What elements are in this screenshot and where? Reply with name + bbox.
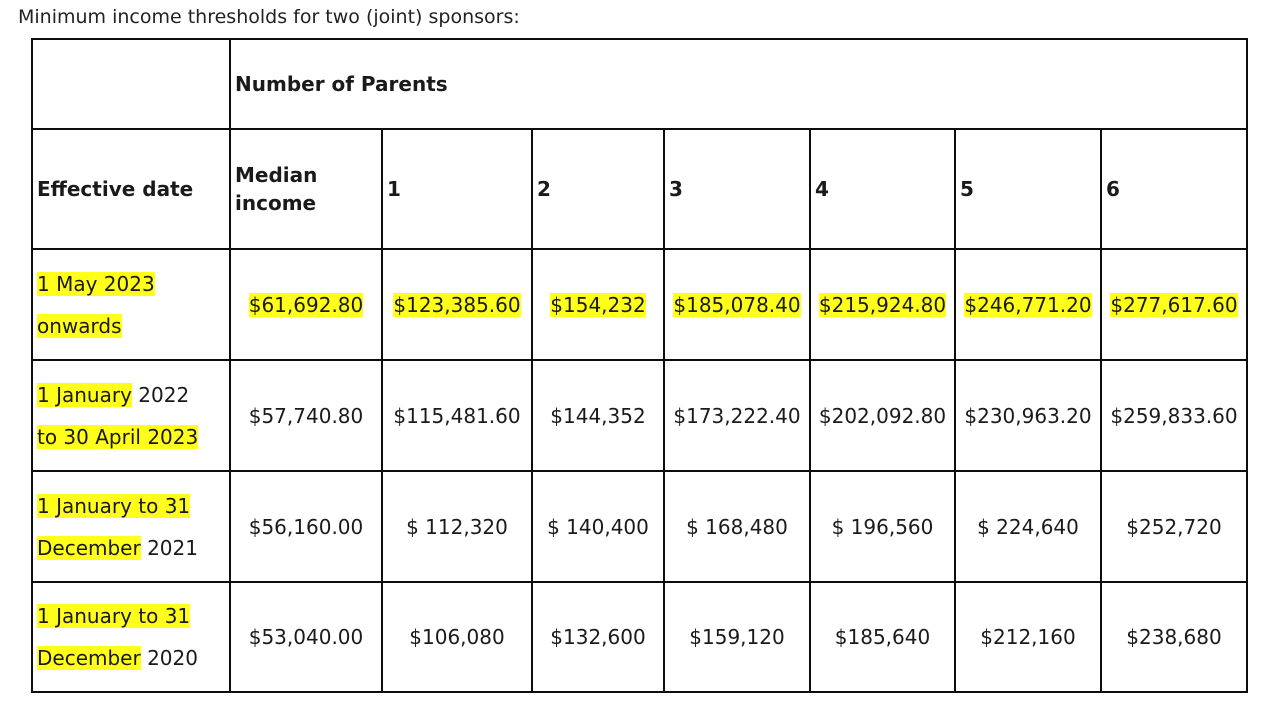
value-highlight: $185,078.40 — [673, 292, 801, 317]
income-threshold-table — [31, 38, 1248, 693]
median-income-cell: $57,740.80 — [230, 360, 382, 471]
effective-date-cell — [32, 582, 230, 692]
value-highlight: $215,924.80 — [818, 292, 947, 317]
parents-6-cell: $259,833.60 — [1101, 360, 1247, 471]
effective-date-cell — [32, 360, 230, 471]
median-income-header-line2: income — [235, 191, 317, 215]
value-highlight: $154,232 — [550, 292, 646, 317]
value-highlight: $277,617.60 — [1110, 292, 1238, 317]
effective-date-cell — [32, 471, 230, 582]
parents-5-cell: $ 224,640 — [955, 471, 1101, 582]
parents-1-cell: $106,080 — [382, 582, 532, 692]
parents-6-cell: $238,680 — [1101, 582, 1247, 692]
date-highlight: 1 January to 31 — [37, 604, 191, 628]
header-empty-cell — [32, 39, 230, 129]
parents-3-cell: $173,222.40 — [664, 360, 810, 471]
parents-4-header: 4 — [810, 129, 955, 249]
parents-3-cell: $ 168,480 — [664, 471, 810, 582]
date-highlight: to 30 April 2023 — [37, 424, 199, 449]
parents-3-cell — [664, 249, 810, 360]
date-plain-text: 2022 — [131, 382, 190, 407]
parents-3-cell: $159,120 — [664, 582, 810, 692]
parents-6-cell: $252,720 — [1101, 471, 1247, 582]
parents-4-cell: $ 196,560 — [810, 471, 955, 582]
parents-2-cell — [532, 249, 664, 360]
value-highlight: $61,692.80 — [248, 292, 364, 317]
parents-5-cell — [955, 249, 1101, 360]
number-of-parents-header: Number of Parents — [230, 39, 1247, 129]
date-highlight: December — [37, 535, 141, 560]
table-caption: Minimum income thresholds for two (joint) sponsors: — [18, 6, 520, 28]
parents-4-cell: $185,640 — [810, 582, 955, 692]
table-row — [32, 249, 1247, 360]
date-highlight: onwards — [37, 313, 122, 338]
table-row — [32, 582, 1247, 692]
parents-3-header: 3 — [664, 129, 810, 249]
value-highlight: $123,385.60 — [393, 292, 521, 317]
date-highlight: 1 May 2023 — [37, 271, 155, 296]
table-row — [32, 360, 1247, 471]
parents-1-cell: $115,481.60 — [382, 360, 532, 471]
parents-2-cell: $ 140,400 — [532, 471, 664, 582]
parents-2-header: 2 — [532, 129, 664, 249]
effective-date-cell — [32, 249, 230, 360]
parents-5-cell: $212,160 — [955, 582, 1101, 692]
median-income-header — [230, 129, 382, 249]
parents-6-header: 6 — [1101, 129, 1247, 249]
effective-date-header: Effective date — [32, 129, 230, 249]
parents-2-cell: $132,600 — [532, 582, 664, 692]
parents-1-cell — [382, 249, 532, 360]
date-plain-text: 2021 — [140, 535, 198, 560]
table-row — [32, 471, 1247, 582]
median-income-cell: $53,040.00 — [230, 582, 382, 692]
median-income-cell — [230, 249, 382, 360]
parents-6-cell — [1101, 249, 1247, 360]
parents-5-header: 5 — [955, 129, 1101, 249]
parents-2-cell: $144,352 — [532, 360, 664, 471]
header-row-columns — [32, 129, 1247, 249]
date-plain-text: 2020 — [140, 646, 198, 670]
header-row-group — [32, 39, 1247, 129]
parents-4-cell: $202,092.80 — [810, 360, 955, 471]
date-highlight: 1 January — [37, 382, 132, 407]
median-income-header-line1: Median — [235, 163, 318, 187]
parents-1-cell: $ 112,320 — [382, 471, 532, 582]
parents-5-cell: $230,963.20 — [955, 360, 1101, 471]
median-income-cell: $56,160.00 — [230, 471, 382, 582]
date-highlight: December — [37, 646, 141, 670]
value-highlight: $246,771.20 — [964, 292, 1092, 317]
parents-4-cell — [810, 249, 955, 360]
parents-1-header: 1 — [382, 129, 532, 249]
date-highlight: 1 January to 31 — [37, 493, 191, 518]
